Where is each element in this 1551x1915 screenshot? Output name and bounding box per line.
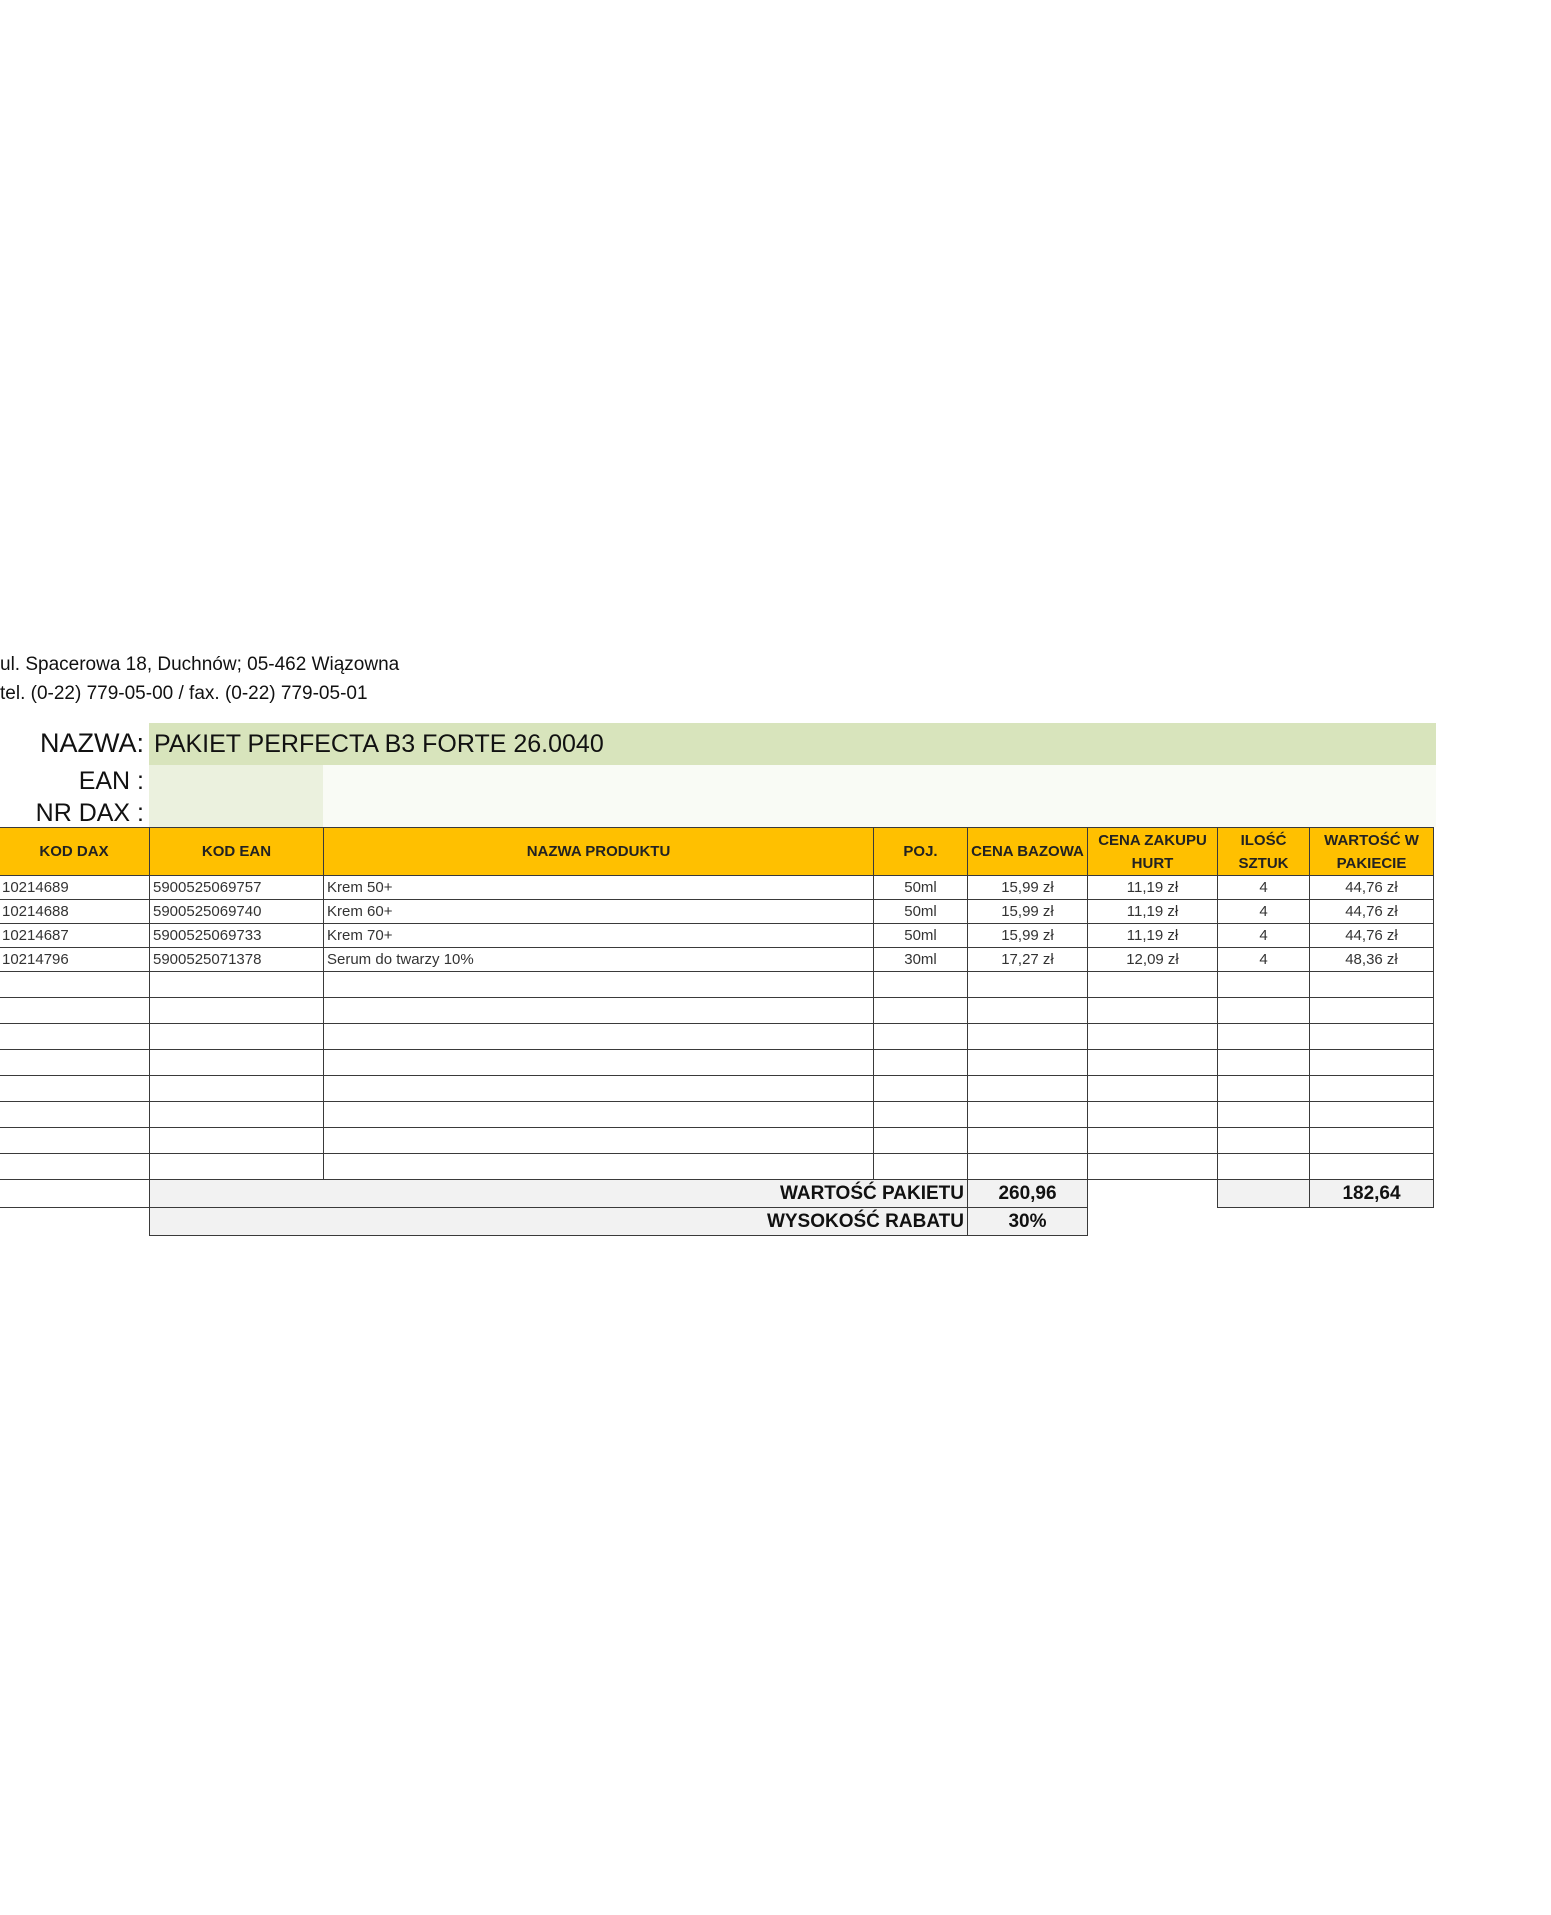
cell-cena-bazowa: 15,99 zł <box>968 876 1088 900</box>
cell-kod-dax: 10214687 <box>0 924 150 948</box>
empty-row <box>0 1128 1434 1154</box>
cell-nazwa-produktu: Serum do twarzy 10% <box>324 948 874 972</box>
cell-poj: 30ml <box>874 948 968 972</box>
package-name-value: PAKIET PERFECTA B3 FORTE 26.0040 <box>154 730 604 758</box>
cell-cena-zakupu-hurt: 11,19 zł <box>1088 876 1218 900</box>
cell-kod-ean: 5900525069733 <box>150 924 324 948</box>
cell-kod-ean: 5900525069740 <box>150 900 324 924</box>
empty-row <box>0 1076 1434 1102</box>
wartosc-w-pakiecie-total: 182,64 <box>1310 1180 1434 1208</box>
cell-poj: 50ml <box>874 900 968 924</box>
cell-ilosc-sztuk: 4 <box>1218 924 1310 948</box>
cell-cena-zakupu-hurt: 12,09 zł <box>1088 948 1218 972</box>
ean-label: EAN : <box>78 767 144 795</box>
ean-dax-strip <box>323 765 1436 827</box>
package-products-table <box>0 827 1434 1236</box>
company-address: ul. Spacerowa 18, Duchnów; 05-462 Wiązowna <box>0 654 400 675</box>
wartosc-pakietu-label: WARTOŚĆ PAKIETU <box>150 1180 968 1208</box>
col-header-kod-dax: KOD DAX <box>0 828 150 876</box>
table-row <box>0 876 1434 900</box>
discount-row <box>0 1208 1434 1236</box>
empty-row <box>0 1102 1434 1128</box>
table-row <box>0 924 1434 948</box>
cell-cena-zakupu-hurt: 11,19 zł <box>1088 900 1218 924</box>
cell-wartosc-w-pakiecie: 44,76 zł <box>1310 924 1434 948</box>
empty-row <box>0 1050 1434 1076</box>
package-value-row <box>0 1180 1434 1208</box>
cell-nazwa-produktu: Krem 50+ <box>324 876 874 900</box>
cell-cena-bazowa: 15,99 zł <box>968 924 1088 948</box>
cell-poj: 50ml <box>874 924 968 948</box>
table-row <box>0 948 1434 972</box>
col-header-cena-bazowa: CENA BAZOWA <box>968 828 1088 876</box>
cell-wartosc-w-pakiecie: 48,36 zł <box>1310 948 1434 972</box>
cell-ilosc-sztuk: 4 <box>1218 948 1310 972</box>
cell-cena-zakupu-hurt: 11,19 zł <box>1088 924 1218 948</box>
cell-ilosc-sztuk: 4 <box>1218 900 1310 924</box>
cell-poj: 50ml <box>874 876 968 900</box>
cell-kod-dax: 10214688 <box>0 900 150 924</box>
cell-wartosc-w-pakiecie: 44,76 zł <box>1310 900 1434 924</box>
col-header-poj: POJ. <box>874 828 968 876</box>
empty-row <box>0 1024 1434 1050</box>
company-phone-fax: tel. (0-22) 779-05-00 / fax. (0-22) 779-05-01 <box>0 683 368 704</box>
cell-nazwa-produktu: Krem 70+ <box>324 924 874 948</box>
col-header-ilosc-sztuk: ILOŚĆ SZTUK <box>1218 828 1310 876</box>
col-header-wartosc-w-pakiecie: WARTOŚĆ W PAKIECIE <box>1310 828 1434 876</box>
col-header-nazwa-produktu: NAZWA PRODUKTU <box>324 828 874 876</box>
sum-row-qty-cell <box>1218 1180 1310 1208</box>
cell-kod-ean: 5900525069757 <box>150 876 324 900</box>
empty-row <box>0 998 1434 1024</box>
table-header-row <box>0 828 1434 876</box>
ean-dax-field <box>149 765 323 827</box>
empty-row <box>0 972 1434 998</box>
wysokosc-rabatu-label: WYSOKOŚĆ RABATU <box>150 1208 968 1236</box>
cell-nazwa-produktu: Krem 60+ <box>324 900 874 924</box>
sum-row-first-cell <box>0 1180 150 1208</box>
cell-cena-bazowa: 17,27 zł <box>968 948 1088 972</box>
cell-ilosc-sztuk: 4 <box>1218 876 1310 900</box>
table-row <box>0 900 1434 924</box>
empty-row <box>0 1154 1434 1180</box>
wartosc-pakietu-value: 260,96 <box>968 1180 1088 1208</box>
cell-kod-dax: 10214689 <box>0 876 150 900</box>
cell-kod-dax: 10214796 <box>0 948 150 972</box>
wysokosc-rabatu-value: 30% <box>968 1208 1088 1236</box>
cell-cena-bazowa: 15,99 zł <box>968 900 1088 924</box>
col-header-cena-zakupu-hurt: CENA ZAKUPU HURT <box>1088 828 1218 876</box>
col-header-kod-ean: KOD EAN <box>150 828 324 876</box>
cell-kod-ean: 5900525071378 <box>150 948 324 972</box>
cell-wartosc-w-pakiecie: 44,76 zł <box>1310 876 1434 900</box>
nr-dax-label: NR DAX : <box>35 799 144 827</box>
nazwa-label: NAZWA: <box>40 728 144 758</box>
